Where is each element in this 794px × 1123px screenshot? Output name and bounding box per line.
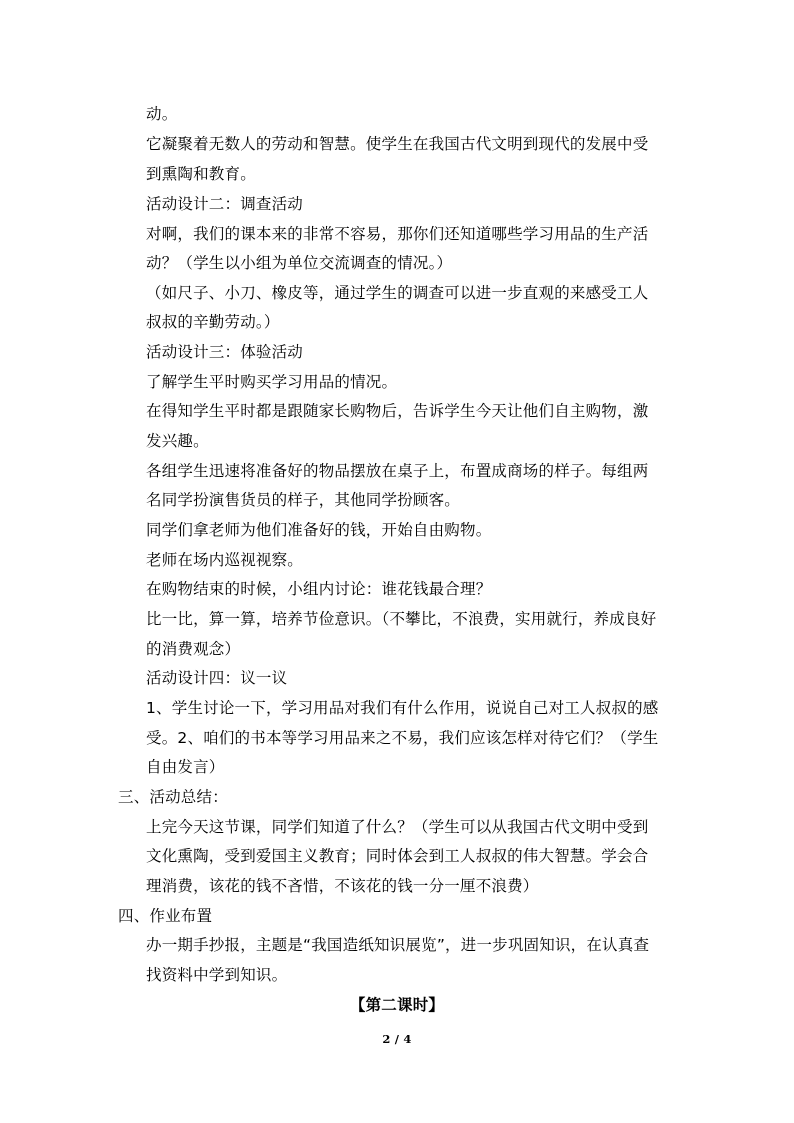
text-line: 在得知学生平时都是跟随家长购物后，告诉学生今天让他们自主购物，激 — [146, 402, 649, 420]
text-line: 了解学生平时购买学习用品的情况。 — [146, 373, 398, 391]
text-line: 到熏陶和教育。 — [146, 165, 256, 183]
text-line: 找资料中学到知识。 — [146, 966, 288, 984]
text-line: （如尺子、小刀、橡皮等，通过学生的调查可以进一步直观的来感受工人 — [146, 284, 649, 302]
text-line: 的消费观念） — [146, 640, 241, 658]
text-line: 在购物结束的时候，小组内讨论：谁花钱最合理？ — [146, 580, 492, 598]
text-line: 各组学生迅速将准备好的物品摆放在桌子上，布置成商场的样子。每组两 — [146, 462, 649, 480]
text-line: 发兴趣。 — [146, 432, 209, 450]
text-line: 活动设计三：体验活动 — [146, 343, 304, 361]
text-line: 受。2、咱们的书本等学习用品来之不易，我们应该怎样对待它们？（学生 — [146, 729, 659, 747]
section-heading: 三、活动总结： — [118, 788, 228, 806]
text-line: 叔叔的辛勤劳动。） — [146, 313, 280, 331]
section-title: 【第二课时】 — [349, 996, 445, 1014]
text-line: 动？（学生以小组为单位交流调查的情况。） — [146, 254, 453, 272]
text-line: 比一比，算一算，培养节俭意识。（不攀比，不浪费，实用就行，养成良好 — [146, 610, 657, 628]
text-line: 同学们拿老师为他们准备好的钱，开始自由购物。 — [146, 521, 492, 539]
text-line: 办一期手抄报，主题是“我国造纸知识展览”，进一步巩固知识，在认真查 — [146, 936, 650, 954]
section-heading: 四、作业布置 — [118, 907, 213, 925]
text-line: 它凝聚着无数人的劳动和智慧。使学生在我国古代文明到现代的发展中受 — [146, 135, 649, 153]
text-line: 名同学扮演售货员的样子，其他同学扮顾客。 — [146, 491, 461, 509]
text-line: 上完今天这节课，同学们知道了什么？（学生可以从我国古代文明中受到 — [146, 818, 649, 836]
text-line: 理消费，该花的钱不吝惜，不该花的钱一分一厘不浪费） — [146, 877, 539, 895]
text-line: 自由发言） — [146, 758, 225, 776]
text-line: 对啊，我们的课本来的非常不容易，那你们还知道哪些学习用品的生产活 — [146, 225, 649, 243]
text-line: 动。 — [146, 105, 178, 123]
page-number: 2 / 4 — [382, 1032, 412, 1046]
text-line: 1、学生讨论一下，学习用品对我们有什么作用，说说自己对工人叔叔的感 — [146, 699, 659, 717]
text-line: 老师在场内巡视视察。 — [146, 551, 304, 569]
text-line: 活动设计二：调查活动 — [146, 195, 304, 213]
text-line: 活动设计四：议一议 — [146, 669, 288, 687]
text-line: 文化熏陶，受到爱国主义教育；同时体会到工人叔叔的伟大智慧。学会合 — [146, 847, 649, 865]
